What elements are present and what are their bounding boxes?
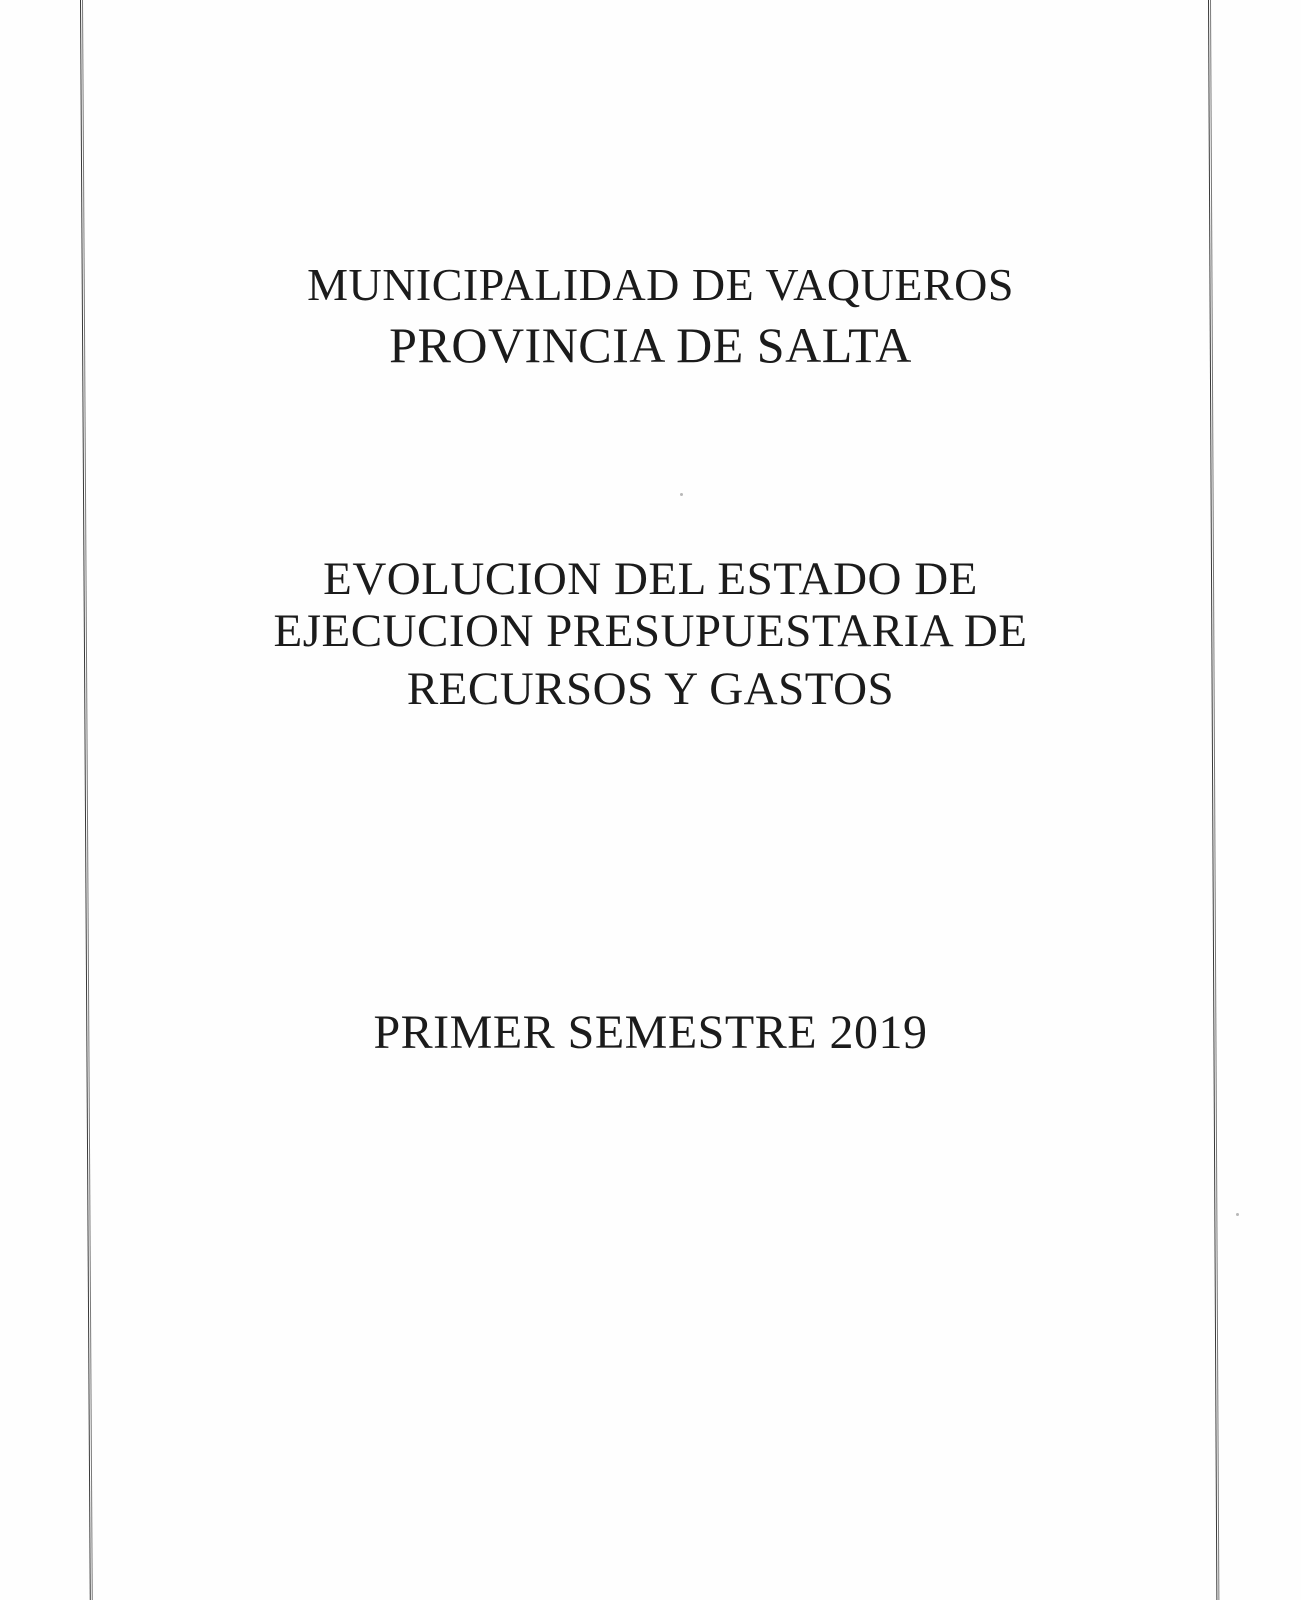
scan-speck xyxy=(1236,1213,1239,1216)
report-title-line-3: RECURSOS Y GASTOS xyxy=(406,663,895,715)
municipality-name: MUNICIPALIDAD DE VAQUEROS xyxy=(307,259,1014,310)
right-border-line xyxy=(1208,0,1219,1600)
province-name: PROVINCIA DE SALTA xyxy=(389,317,912,373)
report-period: PRIMER SEMESTRE 2019 xyxy=(373,1006,928,1059)
left-border-line xyxy=(80,0,93,1600)
report-title-line-1: EVOLUCION DEL ESTADO DE xyxy=(323,553,978,605)
scan-speck xyxy=(680,493,683,496)
report-title-line-2: EJECUCION PRESUPUESTARIA DE xyxy=(273,605,1028,657)
